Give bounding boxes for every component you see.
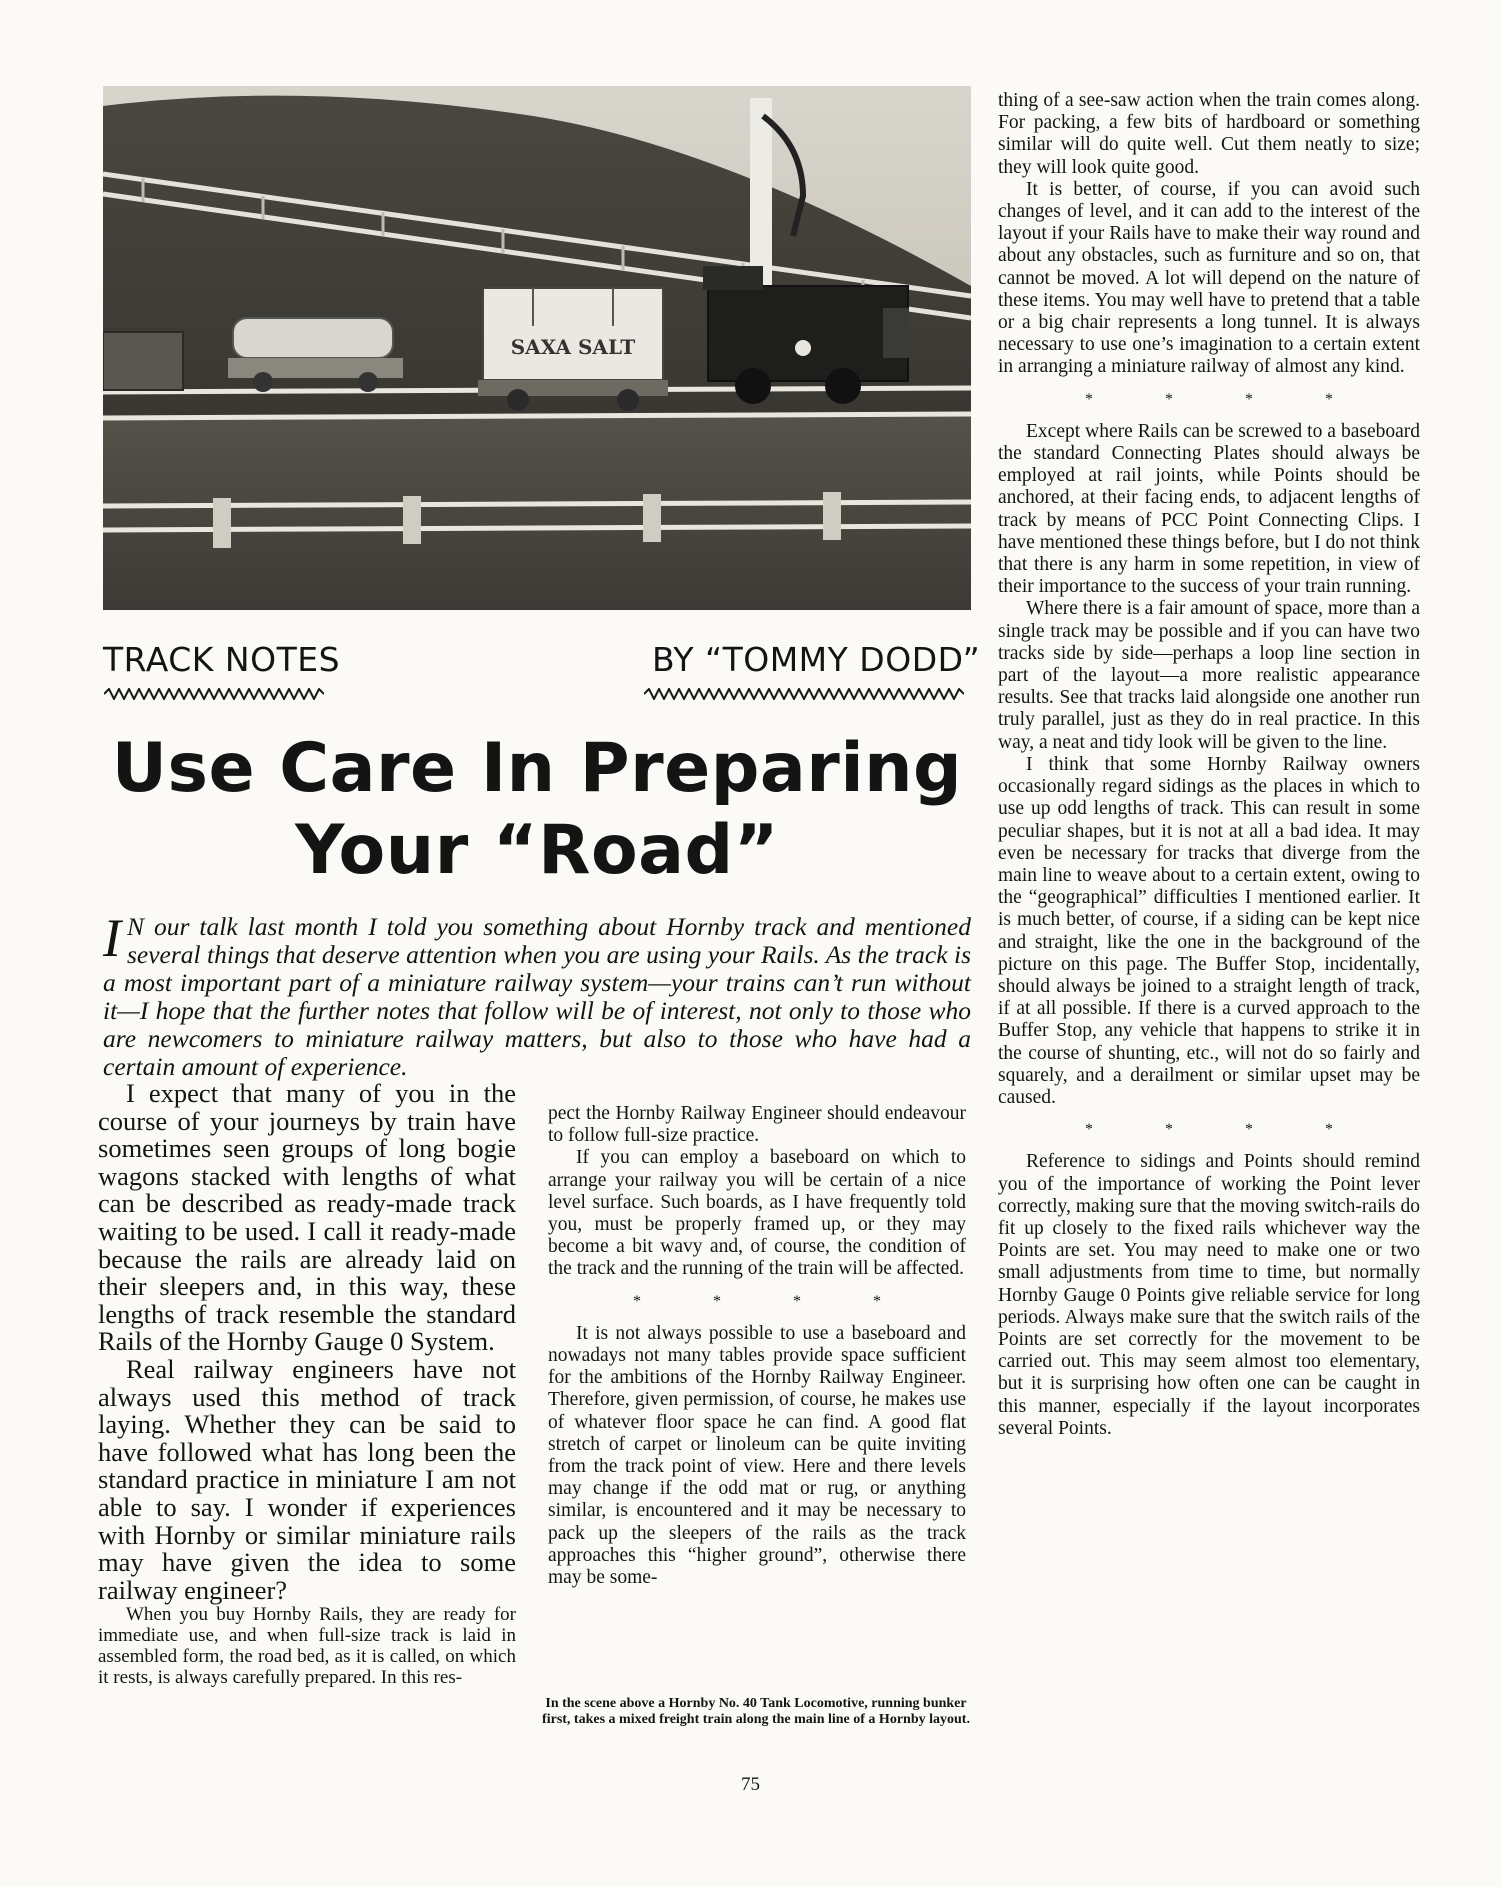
section-label: TRACK NOTES [103,640,341,679]
photo-caption: In the scene above a Hornby No. 40 Tank Locomotive, running bunker first, takes a mixed freight train along the main line of a Hornby layout. [542,1696,970,1727]
col3-paragraph-4: Where there is a fair amount of space, more than a single track may be possible and if you can have two tracks side by side—perhaps a loop line section in part of the layout—a more realistic appearance results. See that tracks laid alongside one another run truly parallel, just as they do in real practice. In this way, a neat and tidy look will be given to the line. [998,598,1420,753]
col3-paragraph-5: I think that some Hornby Railway owners occasionally regard sidings as the places in which to use up odd lengths of track. This can result in some peculiar shapes, but it is not at all a bad idea. It may even be necessary for tracks that diverge from the main line to weave about to a certain extent, owing to the “geographical” difficulties I mentioned earlier. It is much better, of course, if a siding can be kept nice and straight, like the one in the background of the picture on this page. The Buffer Stop, incidentally, should always be joined to a straight length of track, if at all possible. If there is a curved approach to the Buffer Stop, any vehicle that happens to strike it in the course of shunting, etc., will not do so fairly and squarely, and a derailment or similar upset may be caused. [998,753,1420,1108]
page-number: 75 [741,1774,760,1795]
byline: BY “TOMMY DODD” [652,640,981,679]
col2-paragraph-3: It is not always possible to use a baseboard and nowadays not many tables provide space sufficient for the ambitions of the Hornby Railway Engineer. Therefore, given permission, of course, he makes use of whatever floor space he can find. A good flat stretch of carpet or linoleum can be quite inviting from the track point of view. Here and there levels may change if the odd mat or rug, or anything similar, is encountered and it may be necessary to pack up the sleepers of the rails as the track approaches this “higher ground”, otherwise there may be some- [548,1322,966,1589]
section-break-stars: * * * * [633,1292,915,1310]
column-3 [998,90,1420,1440]
squiggle-rule-right [644,688,964,700]
headline-line-1: Use Care In Preparing [111,729,963,808]
col1-paragraph-2: Real railway engineers have not always used this method of track laying. Whether they can be said to have followed what has long been the standard practice in miniature I am not able to say. I wonder if experiences with Hornby or similar miniature rails may have given the idea to some railway engineer? [98,1353,516,1605]
article-headline [103,728,971,892]
column-1 [98,1080,516,1688]
section-break-stars: * * * * [1085,1121,1367,1139]
intro-text: N our talk last month I told you something about Hornby track and mentioned several things that deserve attention when you are using your Rails. As the track is a most important part of a miniature railway system—your trains can’t run without it—I hope that the further notes that follow will be of interest, not only to those who are newcomers to miniature railway matters, but also to those who have had a certain amount of experience. [103,912,971,1081]
col2-paragraph-2: If you can employ a baseboard on which to arrange your railway you will be certain of a nice level surface. Such boards, as I have frequently told you, must be properly framed up, or they may become a bit wavy and, of course, the condition of the track and the running of the train will be affected. [548,1147,966,1280]
col2-paragraph-1: pect the Hornby Railway Engineer should endeavour to follow full-size practice. [548,1103,966,1147]
col1-paragraph-3: When you buy Hornby Rails, they are ready for immediate use, and when full-size track is laid in assembled form, the road bed, as it is called, on which it rests, is always carefully prepared. In this res- [98,1604,516,1689]
squiggle-rule-left [104,688,324,700]
col1-paragraph-1: I expect that many of you in the course of your journeys by train have sometimes seen groups of long bogie wagons stacked with lengths of what can be described as ready-made track waiting to be used. I call it ready-made because the rails are already laid on their sleepers and, in this way, these lengths of track resemble the standard Rails of the Hornby Gauge 0 System. [98,1078,516,1357]
section-break-stars: * * * * [1085,390,1367,408]
intro-paragraph [103,908,971,1081]
train-layout-photo [103,86,971,610]
col3-paragraph-3: Except where Rails can be screwed to a baseboard the standard Connecting Plates should always be employed at rail joints, while Points should be anchored, at their facing ends, to adjacent lengths of track by means of PCC Point Connecting Clips. I have mentioned these things before, but I do not think that there is any harm in some repetition, in view of their importance to the success of your train running. [998,420,1420,598]
col3-paragraph-2: It is better, of course, if you can avoid such changes of level, and it can add to the interest of the layout if your Rails have to make their way round and about any obstacles, such as furniture and so on, that cannot be moved. A lot will depend on the nature of these items. You may well have to pretend that a table or a big chair represents a long tunnel. It is always necessary to use one’s imagination to a certain extent in arranging a miniature railway of almost any kind. [998,178,1420,378]
column-2 [548,1103,966,1589]
col3-paragraph-1: thing of a see-saw action when the train comes along. For packing, a few bits of hardboard or something similar will do quite well. Cut them neatly to size; they will look quite good. [998,90,1420,178]
col3-paragraph-6: Reference to sidings and Points should remind you of the importance of working the Point lever correctly, making sure that the moving switch-rails do fit up closely to the fixed rails whichever way the Points are set. You may need to make one or two small adjustments from time to time, but normally Hornby Gauge 0 Points give reliable service for long periods. Always make sure that the switch rails of the Points are set correctly for the movement to be carried out. This may seem almost too elementary, but it is surprising how often one can be caught in this manner, especially if the layout incorporates several Points. [998,1151,1420,1439]
wagon-lettering: SAXA SALT [510,335,636,359]
headline-line-2: Your “Road” [295,811,779,890]
drop-cap: I [103,908,121,968]
